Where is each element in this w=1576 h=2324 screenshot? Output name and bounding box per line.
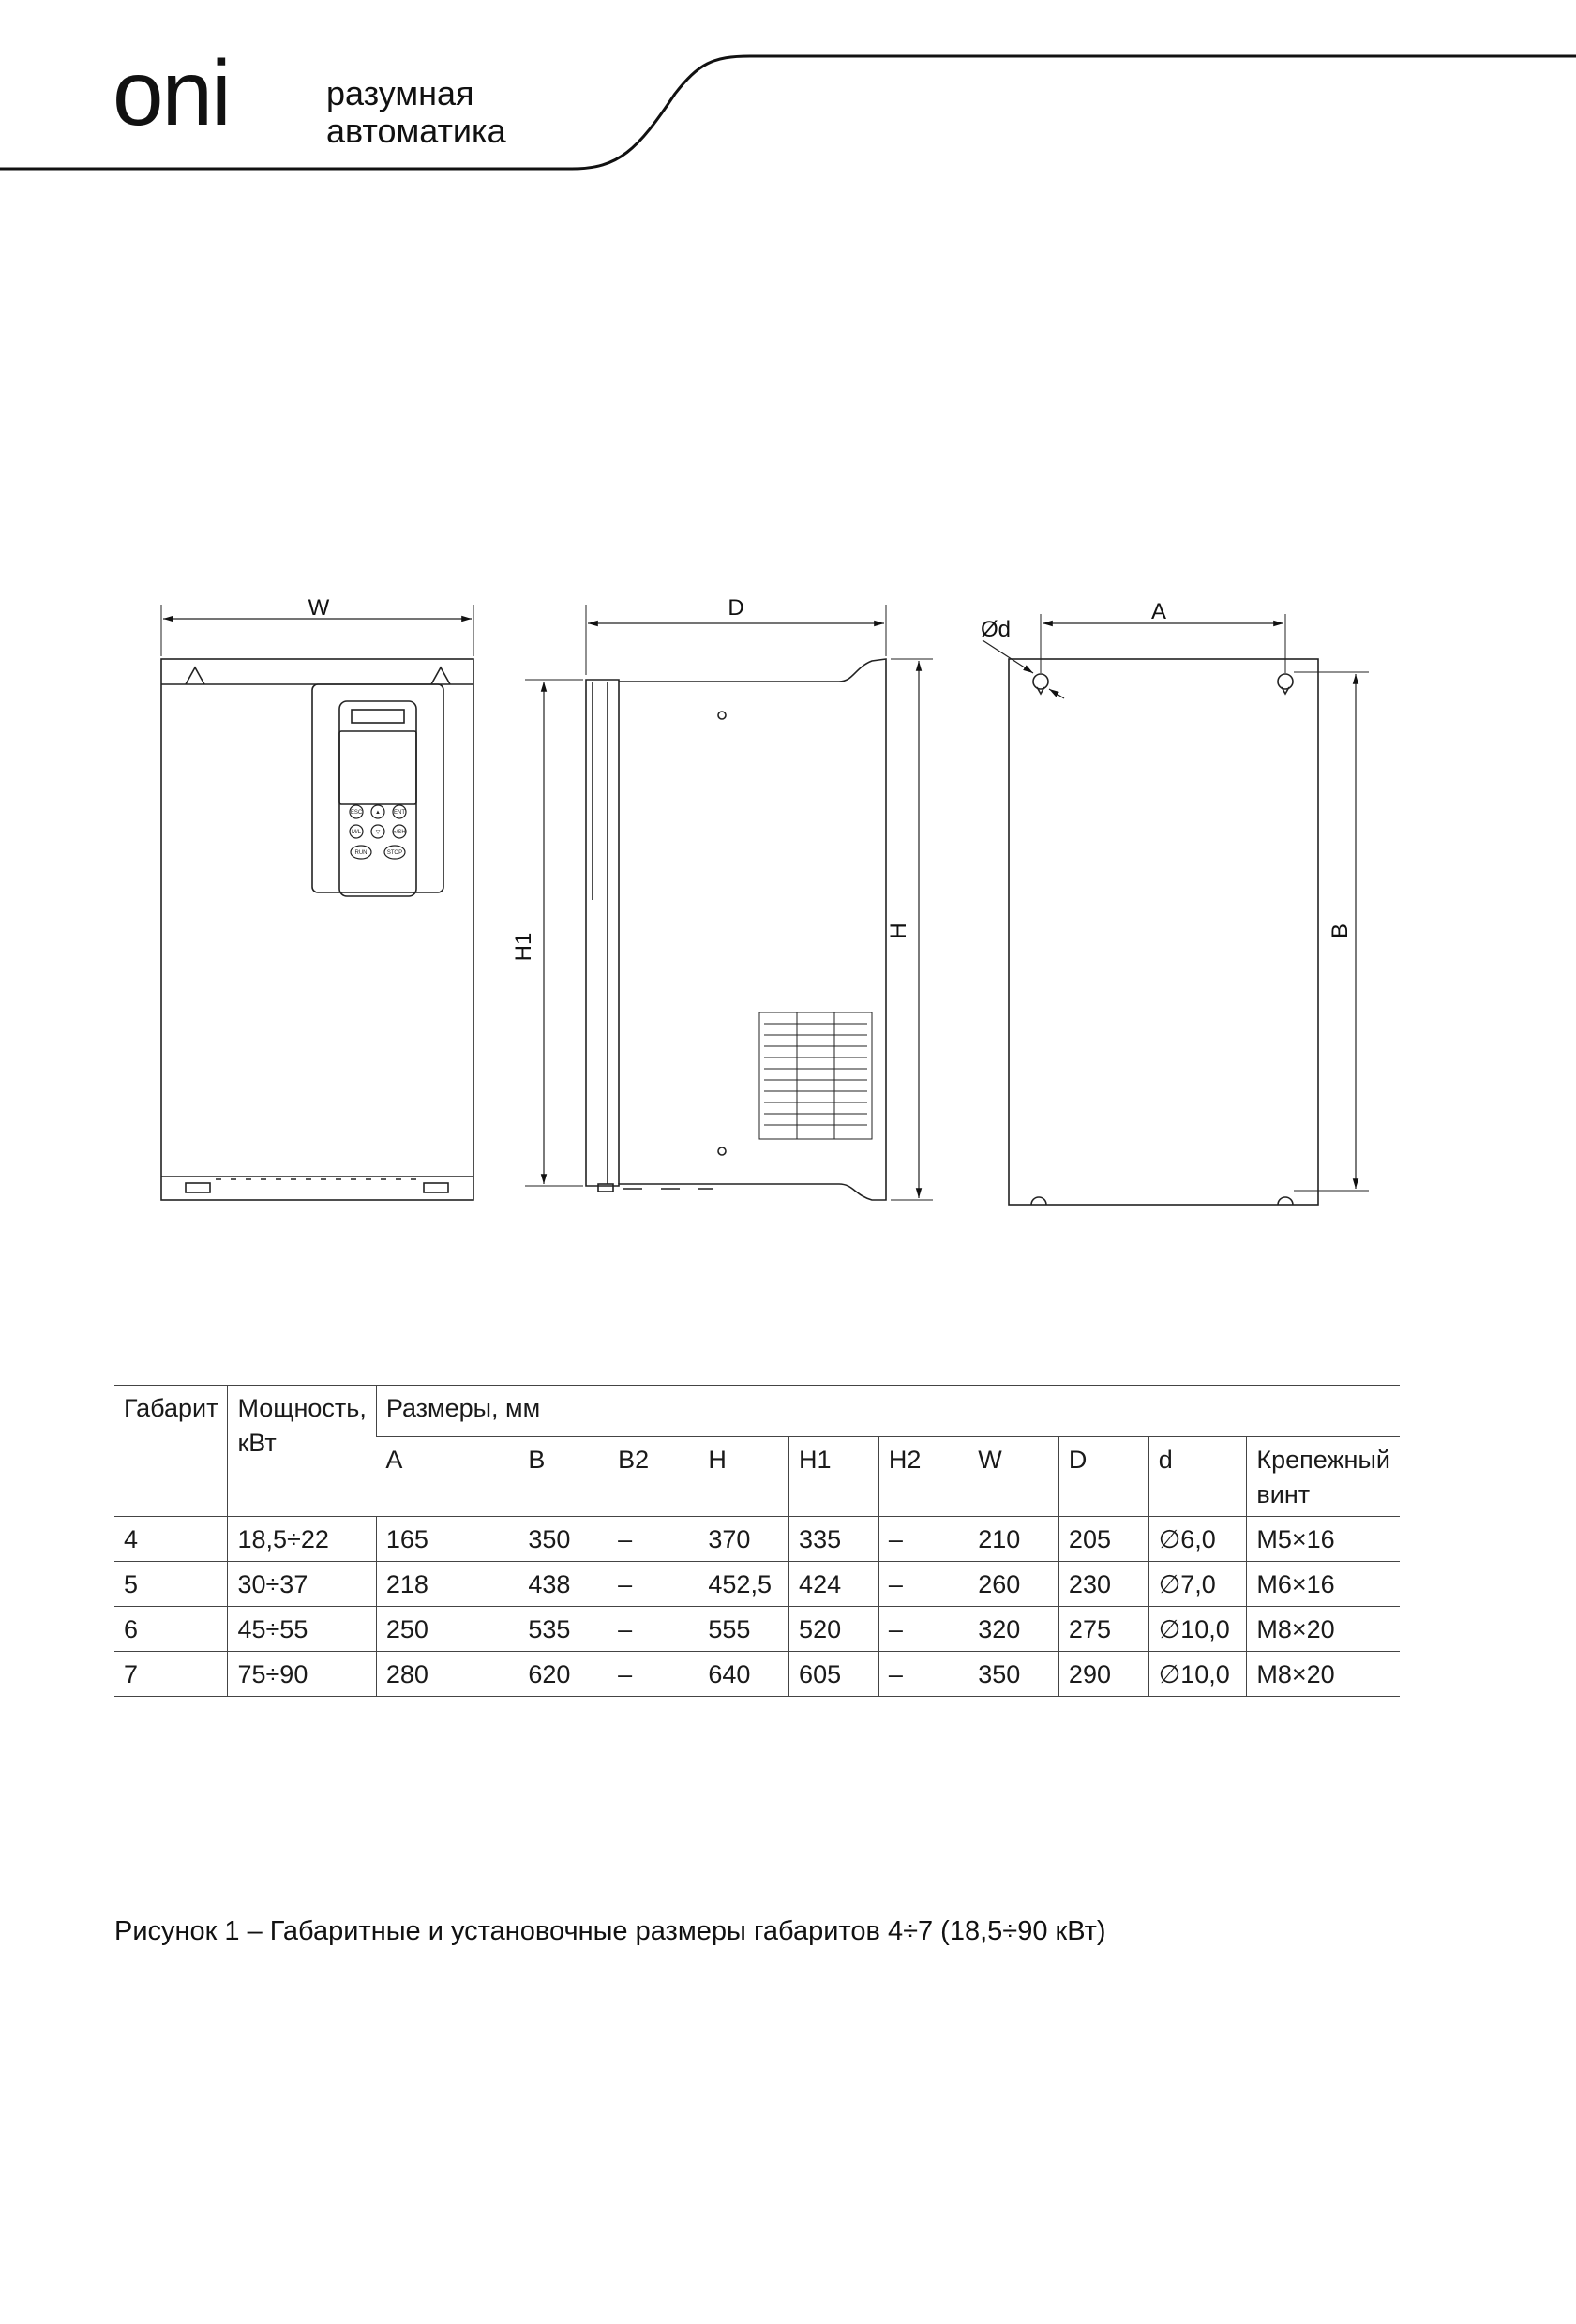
dim-label-d-hole: Ød (980, 617, 1012, 642)
oni-logo: oni (113, 41, 230, 144)
tagline-line-1: разумная (326, 74, 474, 112)
table-cell: M8×20 (1247, 1652, 1400, 1697)
table-cell: 275 (1058, 1607, 1148, 1652)
table-cell: M8×20 (1247, 1607, 1400, 1652)
subheader-screw (1247, 1437, 1400, 1517)
table-cell: – (878, 1607, 968, 1652)
figure-caption: Рисунок 1 – Габаритные и установочные размеры габаритов 4÷7 (18,5÷90 кВт) (114, 1916, 1106, 1946)
table-cell: – (608, 1652, 698, 1697)
table-cell: 45÷55 (228, 1607, 376, 1652)
dim-label-a: A (1150, 599, 1167, 624)
dim-label-b: B (1328, 922, 1353, 939)
key-up-label: ▲ (375, 810, 381, 816)
table-cell: 640 (698, 1652, 789, 1697)
subheader-b2: B2 (608, 1437, 698, 1517)
table-cell: ∅10,0 (1148, 1607, 1247, 1652)
header-power-line1: Мощность, (237, 1394, 367, 1422)
table-row (114, 1607, 1400, 1652)
table-row (114, 1562, 1400, 1607)
logo-tagline (326, 75, 506, 150)
subheader-h2: H2 (878, 1437, 968, 1517)
table-cell: 18,5÷22 (228, 1517, 376, 1562)
table-cell: ∅10,0 (1148, 1652, 1247, 1697)
subheader-screw-line1: Крепежный (1256, 1446, 1390, 1474)
side-view (525, 605, 933, 1200)
key-run-label: RUN (354, 850, 368, 856)
table-cell: – (608, 1517, 698, 1562)
subheader-b: B (518, 1437, 608, 1517)
table-cell: 75÷90 (228, 1652, 376, 1697)
table-cell: 555 (698, 1607, 789, 1652)
table-cell: 6 (114, 1607, 228, 1652)
table-cell: 5 (114, 1562, 228, 1607)
dimensions-table (114, 1385, 1400, 1697)
header-power-line2: кВт (237, 1429, 277, 1457)
table-cell: 7 (114, 1652, 228, 1697)
table-cell: 605 (789, 1652, 879, 1697)
keypad-panel (312, 684, 443, 896)
table-cell: M6×16 (1247, 1562, 1400, 1607)
table-cell: 350 (518, 1517, 608, 1562)
subheader-a: A (376, 1437, 518, 1517)
table-cell: 520 (789, 1607, 879, 1652)
table-cell: 218 (376, 1562, 518, 1607)
table-cell: 250 (376, 1607, 518, 1652)
table-cell: 230 (1058, 1562, 1148, 1607)
subheader-screw-line2: винт (1256, 1480, 1311, 1508)
table-cell: 280 (376, 1652, 518, 1697)
table-cell: – (878, 1517, 968, 1562)
table-cell: 4 (114, 1517, 228, 1562)
table-cell: 320 (968, 1607, 1059, 1652)
table-cell: – (878, 1652, 968, 1697)
key-shift-label: »/SH (393, 830, 406, 835)
dim-label-h1: H1 (511, 932, 536, 962)
back-view (980, 614, 1369, 1205)
front-view (161, 605, 473, 1200)
table-cell: 205 (1058, 1517, 1148, 1562)
key-stop-label: STOP (386, 850, 403, 856)
table-cell: 335 (789, 1517, 879, 1562)
table-cell: 165 (376, 1517, 518, 1562)
key-down-label: ▽ (375, 830, 381, 835)
dimension-drawings (0, 562, 1576, 1237)
table-cell: – (608, 1562, 698, 1607)
table-cell: – (608, 1607, 698, 1652)
key-esc-label: ESC (350, 810, 363, 816)
table-cell: ∅7,0 (1148, 1562, 1247, 1607)
subheader-d: D (1058, 1437, 1148, 1517)
table-cell: 30÷37 (228, 1562, 376, 1607)
dim-label-w: W (308, 595, 330, 621)
table-cell: – (878, 1562, 968, 1607)
header-dimensions: Размеры, мм (376, 1386, 1400, 1437)
header-line (0, 0, 1576, 187)
subheader-d-hole: d (1148, 1437, 1247, 1517)
tagline-line-2: автоматика (326, 112, 506, 150)
table-cell: ∅6,0 (1148, 1517, 1247, 1562)
table-cell: 620 (518, 1652, 608, 1697)
table-cell: M5×16 (1247, 1517, 1400, 1562)
key-ml-label: M/L (351, 830, 362, 835)
key-ent-label: ENT (394, 810, 405, 816)
subheader-h1: H1 (789, 1437, 879, 1517)
table-cell: 260 (968, 1562, 1059, 1607)
dim-label-d: D (728, 595, 744, 621)
table-cell: 210 (968, 1517, 1059, 1562)
table-row (114, 1517, 1400, 1562)
table-row (114, 1652, 1400, 1697)
table-body (114, 1517, 1400, 1697)
table-cell: 438 (518, 1562, 608, 1607)
table-cell: 290 (1058, 1652, 1148, 1697)
table-cell: 452,5 (698, 1562, 789, 1607)
vent-grille (759, 1012, 872, 1139)
table-cell: 350 (968, 1652, 1059, 1697)
table-cell: 535 (518, 1607, 608, 1652)
header-power (228, 1386, 376, 1517)
table-cell: 370 (698, 1517, 789, 1562)
subheader-w: W (968, 1437, 1059, 1517)
dim-label-h: H (886, 922, 911, 939)
header-gabarit: Габарит (114, 1386, 228, 1517)
subheader-h: H (698, 1437, 789, 1517)
table-cell: 424 (789, 1562, 879, 1607)
